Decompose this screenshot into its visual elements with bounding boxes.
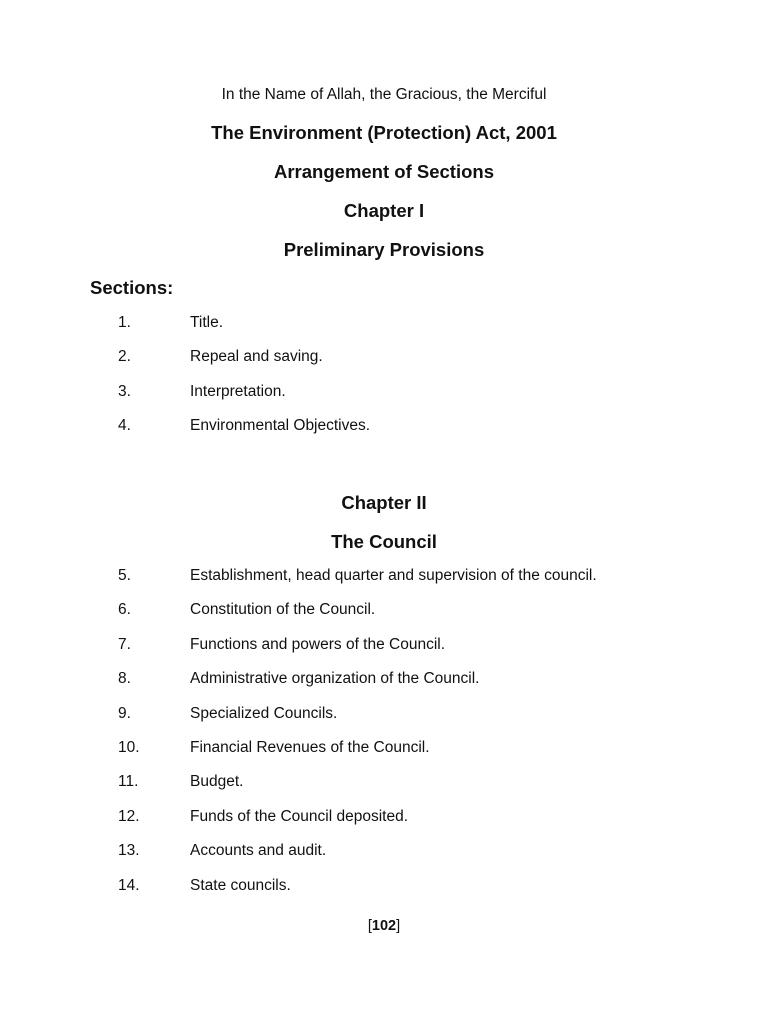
section-number: 10. <box>118 738 140 756</box>
section-number: 3. <box>118 382 131 400</box>
section-number: 1. <box>118 314 131 331</box>
section-item <box>0 670 768 704</box>
section-title: Accounts and audit. <box>190 842 327 860</box>
section-item <box>0 877 768 911</box>
page-number: [102] <box>367 918 401 934</box>
section-title: Interpretation. <box>190 382 286 400</box>
section-item <box>0 636 768 670</box>
section-title: Funds of the Council deposited. <box>190 807 408 825</box>
section-number: 12. <box>118 807 140 825</box>
section-number: 11. <box>118 773 139 791</box>
basmala: In the Name of Allah, the Gracious, the Merciful <box>221 86 547 103</box>
section-title: Repeal and saving. <box>190 348 323 366</box>
section-item <box>0 314 768 348</box>
section-item <box>0 417 768 451</box>
chapter-2-subtitle: The Council <box>331 531 437 552</box>
section-title: Establishment, head quarter and supervision of the council. <box>190 567 597 584</box>
section-title: Administrative organization of the Council. <box>190 670 480 688</box>
section-number: 14. <box>118 876 140 894</box>
section-number: 5. <box>118 567 131 584</box>
section-title: State councils. <box>190 876 291 894</box>
section-number: 13. <box>118 842 140 860</box>
section-title: Functions and powers of the Council. <box>190 635 446 653</box>
chapter-2-heading: Chapter II <box>341 492 427 513</box>
section-item <box>0 567 768 601</box>
section-number: 9. <box>118 704 131 722</box>
section-number: 7. <box>118 635 131 653</box>
section-item <box>0 842 768 876</box>
section-number: 4. <box>118 417 131 435</box>
section-item <box>0 348 768 382</box>
arrangement-heading: Arrangement of Sections <box>274 161 494 182</box>
section-item <box>0 739 768 773</box>
section-item <box>0 773 768 807</box>
section-title: Financial Revenues of the Council. <box>190 738 430 756</box>
chapter-1-subtitle: Preliminary Provisions <box>283 239 485 260</box>
page-number-value: 102 <box>371 918 397 934</box>
chapter-2-section-list <box>0 567 768 911</box>
section-title: Budget. <box>190 773 244 791</box>
section-item <box>0 705 768 739</box>
chapter-1-heading: Chapter I <box>343 200 425 221</box>
section-item <box>0 601 768 635</box>
section-title: Title. <box>190 314 224 331</box>
section-title: Environmental Objectives. <box>190 417 371 435</box>
chapter-1-section-list <box>0 314 768 452</box>
sections-label: Sections: <box>90 277 174 298</box>
section-item <box>0 383 768 417</box>
section-number: 2. <box>118 348 131 366</box>
section-title: Specialized Councils. <box>190 704 338 722</box>
section-title: Constitution of the Council. <box>190 601 376 619</box>
act-title: The Environment (Protection) Act, 2001 <box>211 122 557 143</box>
section-number: 8. <box>118 670 131 688</box>
section-number: 6. <box>118 601 131 619</box>
section-item <box>0 808 768 842</box>
